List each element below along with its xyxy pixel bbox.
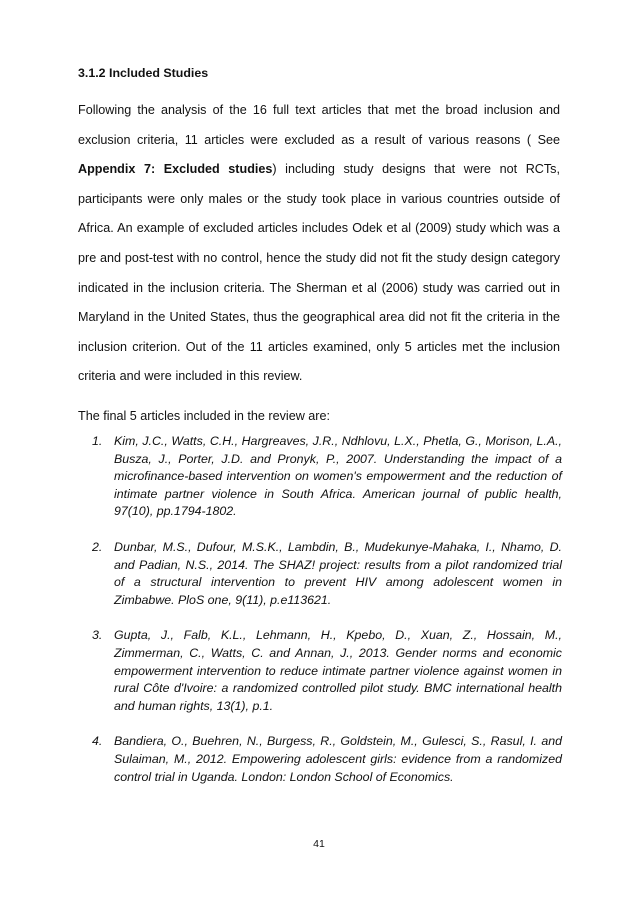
paragraph-text-part1: Following the analysis of the 16 full text articles that met the broad inclusion and exclusion criteria, 11 articles were excluded as a result of various reasons ( See: [78, 103, 560, 147]
list-item-number: 4.: [92, 734, 103, 749]
list-item-number: 3.: [92, 628, 103, 643]
page-number: 41: [313, 838, 325, 850]
list-item: [92, 433, 562, 521]
list-intro: The final 5 articles included in the review are:: [78, 409, 331, 423]
list-item-number: 1.: [92, 434, 103, 448]
reference-list: [92, 433, 562, 804]
appendix-reference: Appendix 7: Excluded studies: [78, 162, 273, 177]
list-item-text: Gupta, J., Falb, K.L., Lehmann, H., Kpebo, D., Xuan, Z., Hossain, M., Zimmerman, C., Watts, C. and Annan, J., 2013. Gender norms and economic empowerment intervention to reduce intimate partner violence against women in rural Côte d'Ivoire: a randomized controlled pilot study. BMC international health and human rights, 13(1), p.1.: [114, 628, 562, 713]
list-item-number: 2.: [92, 539, 103, 554]
list-item: [92, 733, 562, 786]
paragraph-text-part2: ) including study designs that were not RCTs, participants were only males or the study took place in various countries outside of Africa. An example of excluded articles includes Odek et al (2009) study which was a pre and post-test with no control, hence the study did not fit the study design category indicated in the inclusion criteria. The Sherman et al (2006) study was carried out in Maryland in the United States, thus the geographical area did not fit the criteria in the inclusion criterion. Out of the 11 articles examined, only 5 articles met the inclusion criteria and were included in this review.: [78, 162, 560, 384]
list-item-text: Kim, J.C., Watts, C.H., Hargreaves, J.R., Ndhlovu, L.X., Phetla, G., Morison, L.A., Busza, J., Porter, J.D. and Pronyk, P., 2007. Understanding the impact of a microfinance-based intervention on women's empowerment and the reduction of intimate partner violence in South Africa. American journal of public health, 97(10), pp.1794-1802.: [114, 434, 562, 519]
list-item-text: Dunbar, M.S., Dufour, M.S.K., Lambdin, B., Mudekunye-Mahaka, I., Nhamo, D. and Padian, N.S., 2014. The SHAZ! project: results from a pilot randomized trial of a structural intervention to prevent HIV among adolescent women in Zimbabwe. PloS one, 9(11), p.e113621.: [114, 539, 562, 607]
section-heading: 3.1.2 Included Studies: [78, 66, 209, 80]
list-item-text: Bandiera, O., Buehren, N., Burgess, R., Goldstein, M., Gulesci, S., Rasul, I. and Sulaiman, M., 2012. Empowering adolescent girls: evidence from a randomized control trial in Uganda. London: London School of Economics.: [114, 734, 562, 784]
list-item: [92, 627, 562, 715]
list-item: [92, 539, 562, 609]
body-paragraph: [78, 96, 560, 392]
